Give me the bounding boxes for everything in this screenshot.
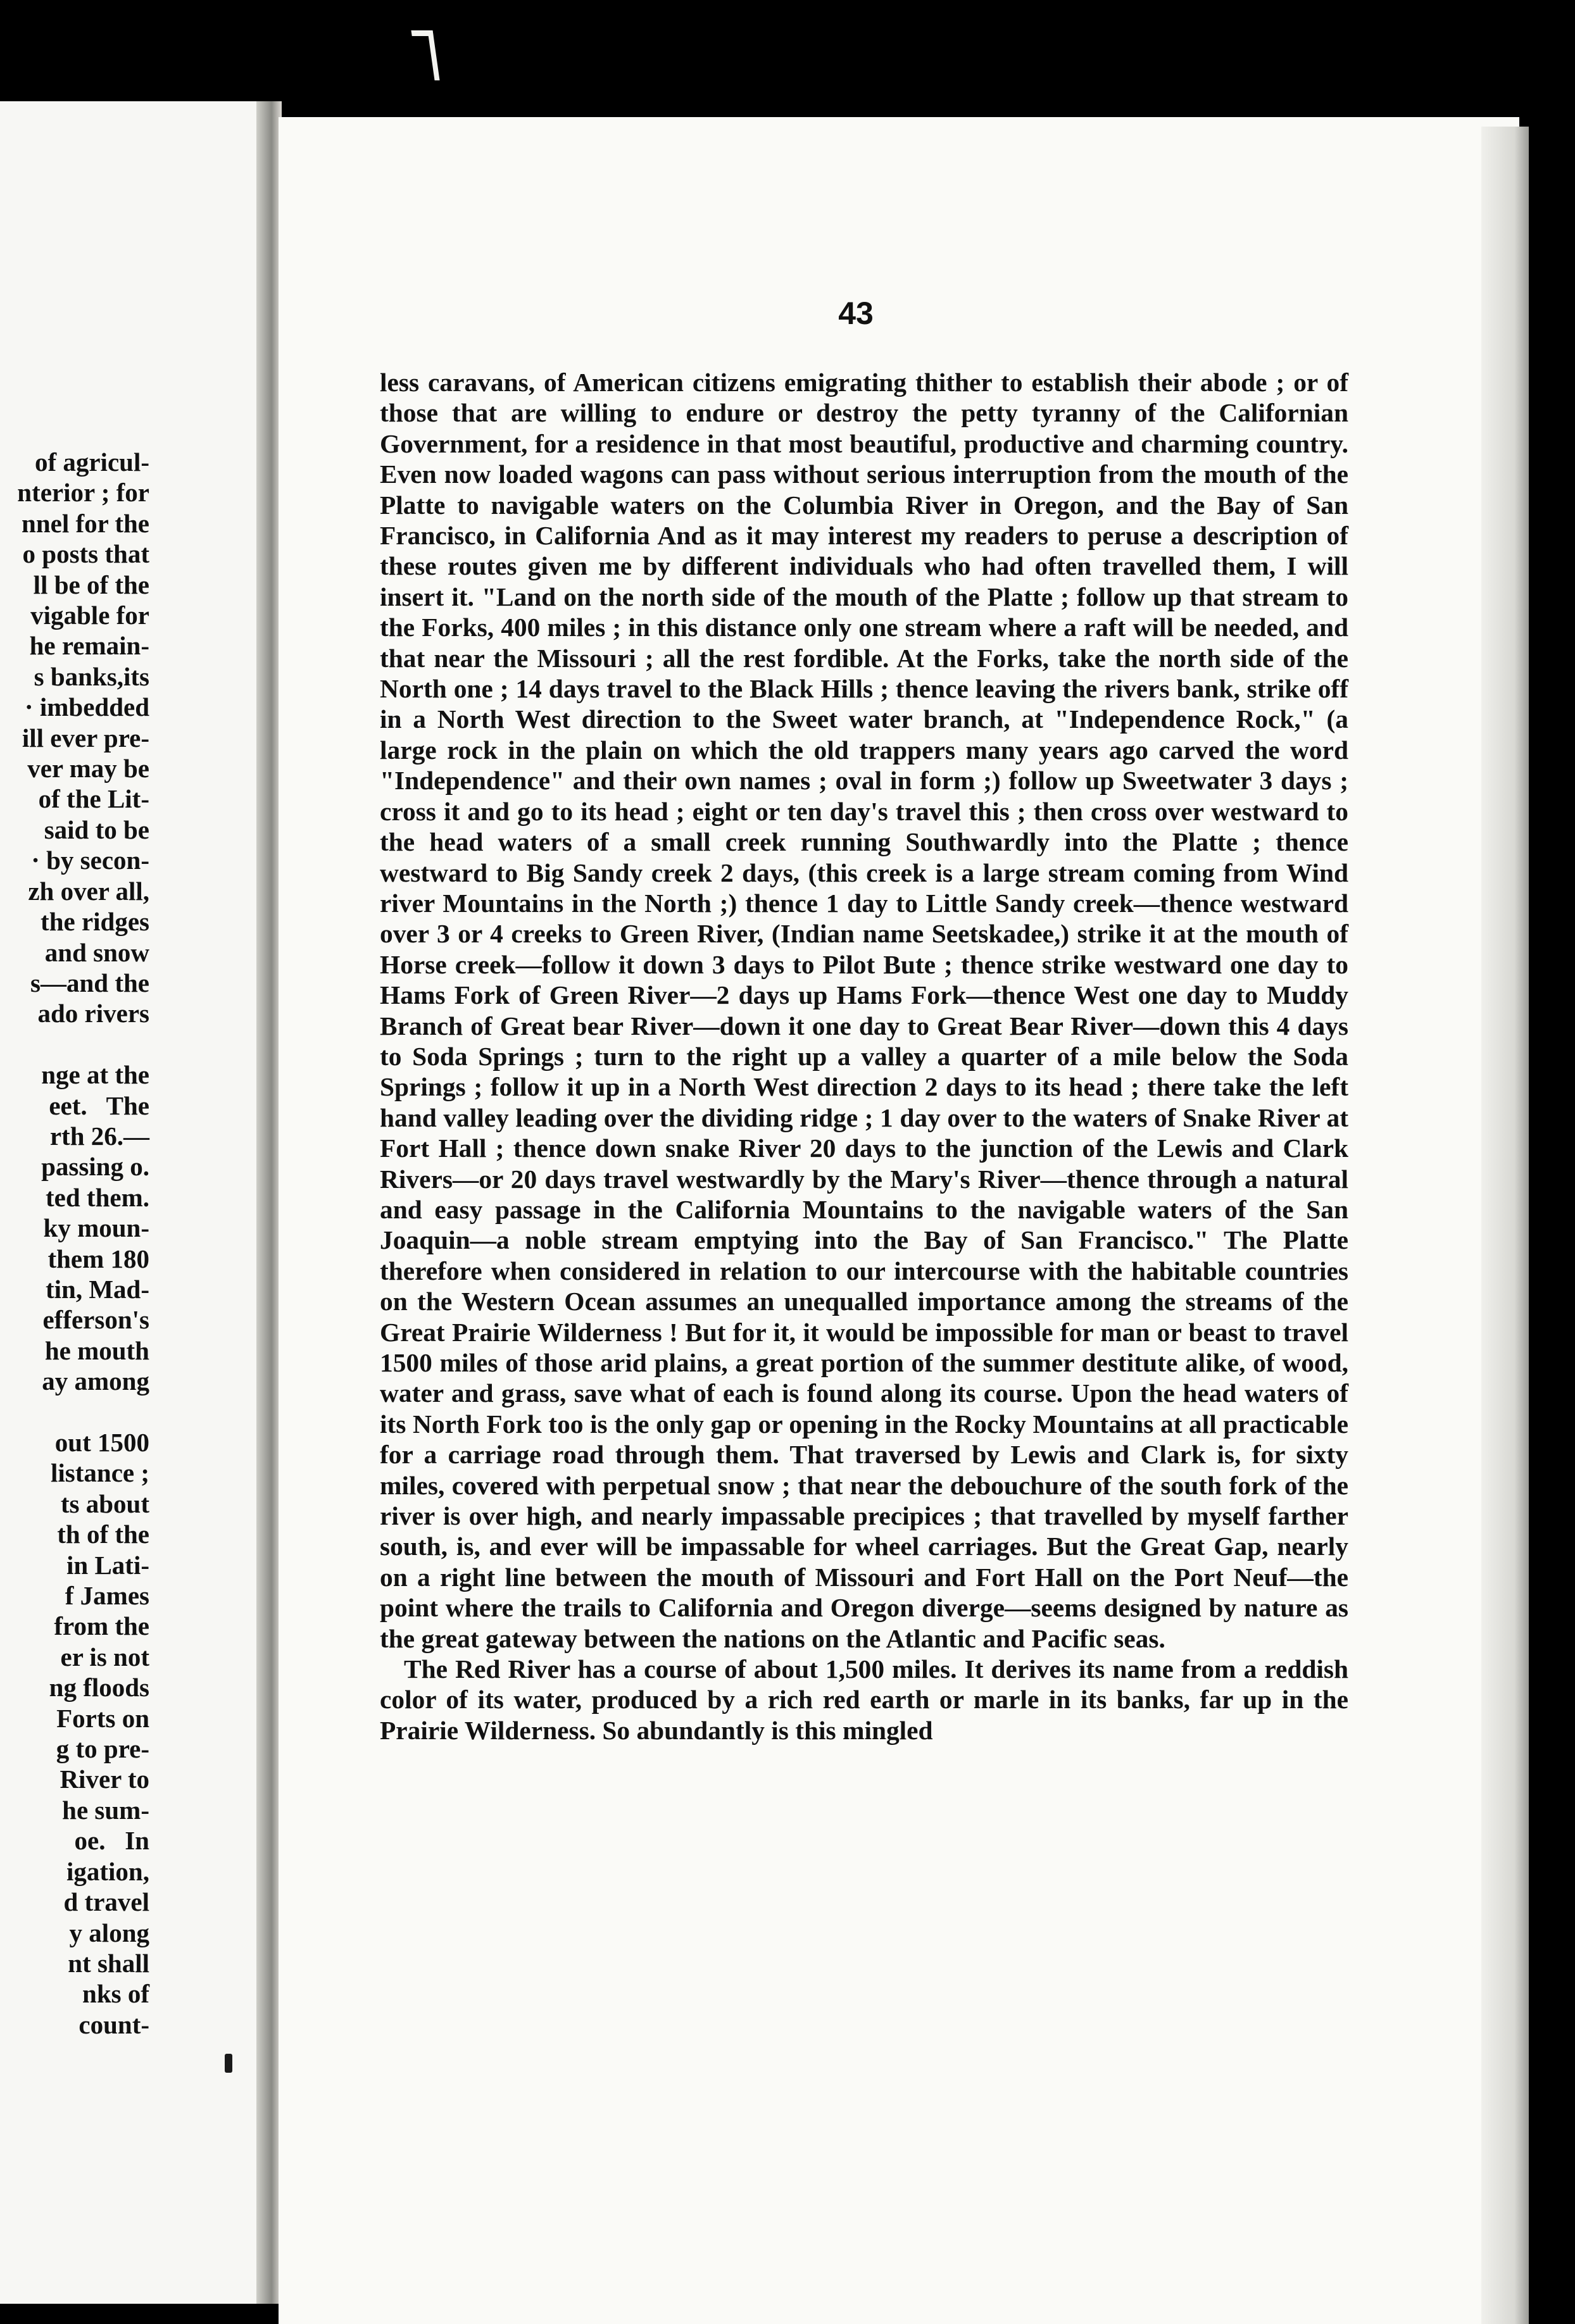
left-page-line: passing o. [41,1152,149,1182]
body-text [380,367,1348,1746]
left-page-line: th of the [57,1520,149,1549]
left-page-fragment-text [6,447,149,2040]
left-page-line: said to be [44,815,149,844]
page-number: 43 [838,296,874,331]
left-page-line: from the [54,1611,149,1641]
left-page-line: Forts on [56,1703,149,1733]
left-page-line: out 1500 [54,1428,149,1457]
left-page-line: igation, [66,1856,149,1886]
paragraph-1: less caravans, of American citizens emigrating thither to establish their abode ; or of those that are willing to endure or destroy the petty tyranny of the Californian Government, for a residence in that most beautiful, productive and charming country. Even now loaded wagons can pass without serious interruption from the mouth of the Platte to navigable waters on the Columbia River in Oregon, and the Bay of San Francisco, in California And as it may interest my readers to peruse a description of these routes given me by different individuals who had often travelled them, I will insert it. "Land on the north side of the mouth of the Platte ; follow up that stream to the Forks, 400 miles ; in this distance only one stream where a raft will be needed, and that near the Missouri ; all the rest fordible. At the Forks, take the north side of the North one ; 14 days travel to the Black Hills ; thence leaving the rivers bank, strike off in a North West direction to the Sweet water branch, at "Independence Rock," (a large rock in the plain on which the old trappers many years ago carved the word "Independence" and their own names ; oval in form ;) follow up Sweetwater 3 days ; cross it and go to its head ; eight or ten day's travel this ; then cross over westward to the head waters of a small creek running Southwardly into the Platte ; thence westward to Big Sandy creek 2 days, (this creek is a large stream coming from Wind river Mountains in the North ;) thence 1 day to Little Sandy creek—thence westward over 3 or 4 creeks to Green River, (Indian name Seetskadee,) strike it at the mouth of Horse creek—follow it down 3 days to Pilot Bute ; thence strike westward one day to Hams Fork of Green River—2 days up Hams Fork—thence West one day to Muddy Branch of Great bear River—down it one day to Great Bear River—down this 4 days to Soda Springs ; turn to the right up a valley a quarter of a mile below the Soda Springs ; follow it up in a North West direction 2 days to its head ; there take the left hand valley leading over the dividing ridge ; 1 day over to the waters of Snake River at Fort Hall ; thence down snake River 20 days to the junction of the Lewis and Clark Rivers—or 20 days travel westwardly by the Mary's River—thence through a natural and easy passage in the California Mountains to the navigable waters of the San Joaquin—a noble stream emptying into the Bay of San Francisco." The Platte therefore when considered in relation to our intercourse with the habitable countries on the Western Ocean assumes an unequalled importance among the streams of the Great Prairie Wilderness ! But for it, it would be impossible for man or beast to travel 1500 miles of those arid plains, a great portion of the summer destitute alike, of wood, water and grass, save what of each is found along its course. Upon the head waters of its North Fork too is the only gap or opening in the Rocky Mountains at all practicable for a carriage road through them. That traversed by Lewis and Clark is, for sixty miles, covered with perpetual snow ; that near the debouchure of the south fork of the river is over high, and nearly impassable precipices ; that travelled by myself farther south, is, and ever will be impassable for wheel carriages. But the Great Gap, nearly on a right line between the mouth of Missouri and Fort Hall on the Port Neuf—the point where the trails to California and Oregon diverge—seems designed by nature as the great gateway between the nations on the Atlantic and Pacific seas. [380,368,1348,1653]
left-page-line: River to [60,1765,149,1794]
left-page-line: · imbedded [24,692,149,722]
left-page-line: the ridges [41,907,149,937]
left-page-line: vigable for [30,601,149,630]
left-page-line [6,1029,149,1059]
left-page-line: them 180 [47,1244,149,1273]
left-page-line: zh over all, [28,876,149,906]
bottom-margin-mark [225,2054,232,2073]
left-page-line: ado rivers [37,999,149,1028]
left-page-line: tin, Mad- [46,1274,149,1304]
left-page-line: count- [78,2009,149,2039]
left-page-line: nnel for the [22,508,149,538]
left-page-line: he sum- [62,1795,149,1825]
left-page-line: ted them. [46,1182,149,1212]
paragraph-2: The Red River has a course of about 1,500 miles. It derives its name from a reddish color of its water, produced by a rich red earth or marle in its banks, far up in the Prairie Wilderness. So abundantly is this mingled [380,1654,1348,1745]
left-page-line: g to pre- [56,1734,149,1764]
left-page-line: he mouth [44,1335,149,1365]
book-gutter [256,101,282,2304]
left-page-line: ill ever pre- [22,723,149,753]
left-page-line: ver may be [27,754,149,784]
left-page-line: ts about [60,1489,149,1518]
left-page-line: oe. In [74,1826,149,1856]
left-page-line: er is not [60,1642,149,1671]
page-edge [1481,127,1529,2324]
left-page-line: he remain- [29,631,149,661]
left-page-line: and snow [44,937,149,967]
left-page-line: y along [69,1918,149,1947]
left-page-line: efferson's [42,1305,149,1335]
left-page-line: nterior ; for [17,478,149,508]
left-page-line: listance ; [51,1458,149,1488]
left-page-line: o posts that [22,539,149,569]
left-page-line: ay among [42,1366,149,1396]
left-page-line: nks of [82,1979,149,2009]
top-margin-mark [411,30,439,80]
left-page-line: nt shall [68,1948,149,1978]
left-page-line: f James [65,1581,149,1611]
left-page-line: in Lati- [66,1550,149,1580]
left-page [0,101,266,2304]
left-page-line: d travel [63,1887,149,1917]
left-page-line: of agricul- [34,447,149,477]
left-page-line: of the Lit- [38,784,149,814]
left-page-line: ng floods [49,1673,149,1702]
left-page-line: s banks,its [34,661,149,691]
left-page-line: ll be of the [33,570,149,599]
left-page-line [6,1397,149,1427]
left-page-line: ky moun- [43,1213,149,1243]
left-page-line: nge at the [41,1060,149,1090]
left-page-line: · by secon- [31,846,149,875]
left-page-line: eet. The [49,1090,149,1120]
left-page-line: rth 26.— [49,1121,149,1151]
left-page-line: s—and the [30,968,149,997]
